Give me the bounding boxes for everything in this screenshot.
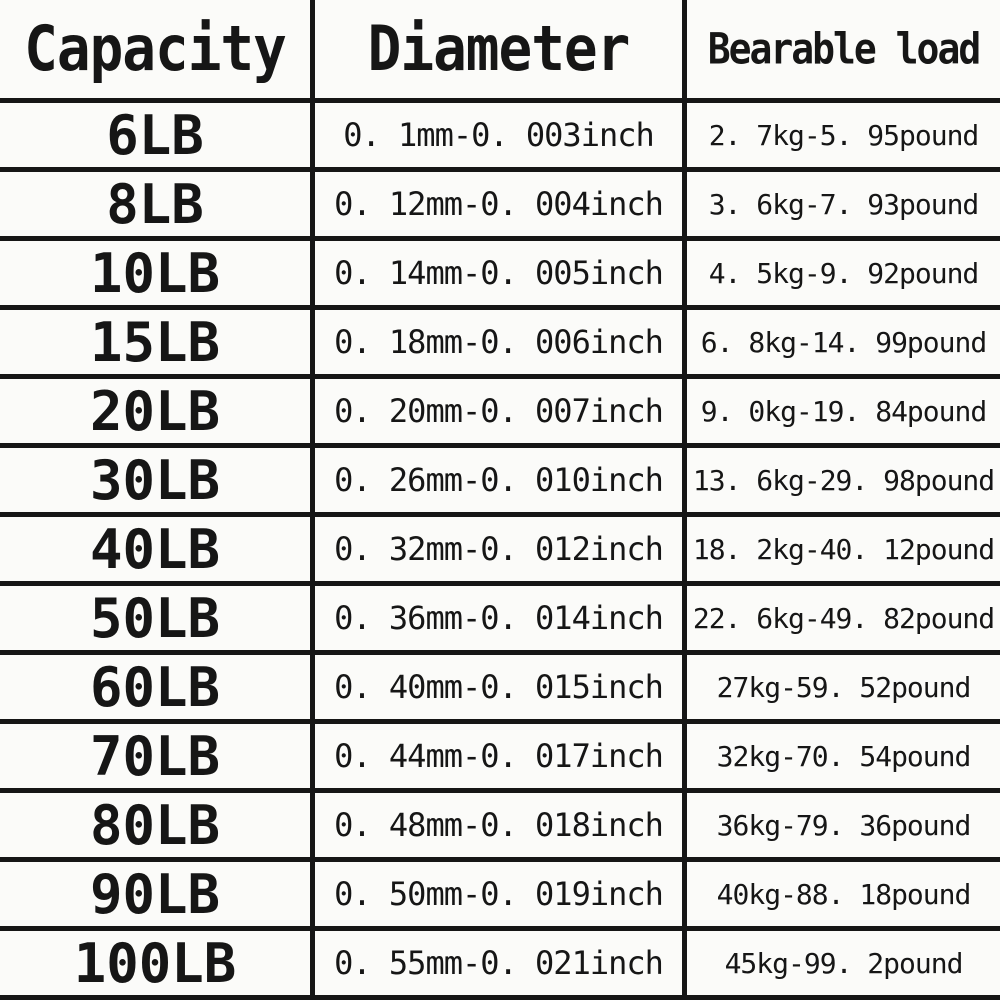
- table-row: [0, 655, 1000, 724]
- table-row: [0, 517, 1000, 586]
- diameter-cell: 0. 32mm-0. 012inch: [310, 517, 687, 581]
- diameter-cell: 0. 18mm-0. 006inch: [310, 310, 687, 374]
- column-header-diameter: [310, 0, 687, 98]
- table-row: [0, 379, 1000, 448]
- table-row: [0, 586, 1000, 655]
- capacity-cell: 100LB: [73, 931, 237, 995]
- diameter-cell: 0. 48mm-0. 018inch: [310, 793, 687, 857]
- capacity-cell: 20LB: [89, 379, 221, 443]
- capacity-cell: 6LB: [106, 103, 204, 167]
- capacity-cell: 10LB: [89, 241, 221, 305]
- diameter-cell: 0. 55mm-0. 021inch: [310, 931, 687, 995]
- column-header-bearable-load: [687, 0, 1000, 98]
- diameter-cell: 0. 12mm-0. 004inch: [310, 172, 687, 236]
- diameter-cell: 0. 1mm-0. 003inch: [310, 103, 687, 167]
- diameter-cell: 0. 50mm-0. 019inch: [310, 862, 687, 926]
- diameter-cell: 0. 40mm-0. 015inch: [310, 655, 687, 719]
- capacity-cell: 80LB: [89, 793, 221, 857]
- load-cell: 6. 8kg-14. 99pound: [700, 325, 987, 359]
- diameter-cell: 0. 36mm-0. 014inch: [310, 586, 687, 650]
- column-header-bearable-load-label: Bearable load: [707, 24, 980, 74]
- diameter-cell: 0. 44mm-0. 017inch: [310, 724, 687, 788]
- table-header-row: [0, 0, 1000, 103]
- column-header-diameter-label: Diameter: [367, 12, 630, 86]
- table-row: [0, 241, 1000, 310]
- load-cell: 40kg-88. 18pound: [716, 877, 971, 911]
- capacity-cell: 30LB: [89, 448, 221, 512]
- table-row: [0, 448, 1000, 517]
- load-cell: 13. 6kg-29. 98pound: [692, 463, 995, 497]
- diameter-cell: 0. 20mm-0. 007inch: [310, 379, 687, 443]
- load-cell: 4. 5kg-9. 92pound: [708, 256, 979, 290]
- capacity-cell: 15LB: [89, 310, 221, 374]
- table-row: [0, 103, 1000, 172]
- capacity-cell: 40LB: [89, 517, 221, 581]
- capacity-cell: 90LB: [89, 862, 221, 926]
- capacity-cell: 8LB: [106, 172, 204, 236]
- diameter-cell: 0. 14mm-0. 005inch: [310, 241, 687, 305]
- load-cell: 27kg-59. 52pound: [716, 670, 971, 704]
- capacity-cell: 70LB: [89, 724, 221, 788]
- table-row: [0, 862, 1000, 931]
- column-header-capacity: [0, 0, 310, 98]
- load-cell: 3. 6kg-7. 93pound: [708, 187, 979, 221]
- table-row: [0, 310, 1000, 379]
- load-cell: 32kg-70. 54pound: [716, 739, 971, 773]
- table-row: [0, 931, 1000, 1000]
- load-cell: 22. 6kg-49. 82pound: [692, 601, 995, 635]
- diameter-cell: 0. 26mm-0. 010inch: [310, 448, 687, 512]
- table-row: [0, 793, 1000, 862]
- load-cell: 36kg-79. 36pound: [716, 808, 971, 842]
- table-row: [0, 172, 1000, 241]
- capacity-cell: 50LB: [89, 586, 221, 650]
- load-cell: 45kg-99. 2pound: [724, 946, 963, 980]
- table-row: [0, 724, 1000, 793]
- load-cell: 9. 0kg-19. 84pound: [700, 394, 987, 428]
- load-cell: 2. 7kg-5. 95pound: [708, 118, 979, 152]
- load-cell: 18. 2kg-40. 12pound: [692, 532, 995, 566]
- capacity-cell: 60LB: [89, 655, 221, 719]
- column-header-capacity-label: Capacity: [24, 12, 286, 86]
